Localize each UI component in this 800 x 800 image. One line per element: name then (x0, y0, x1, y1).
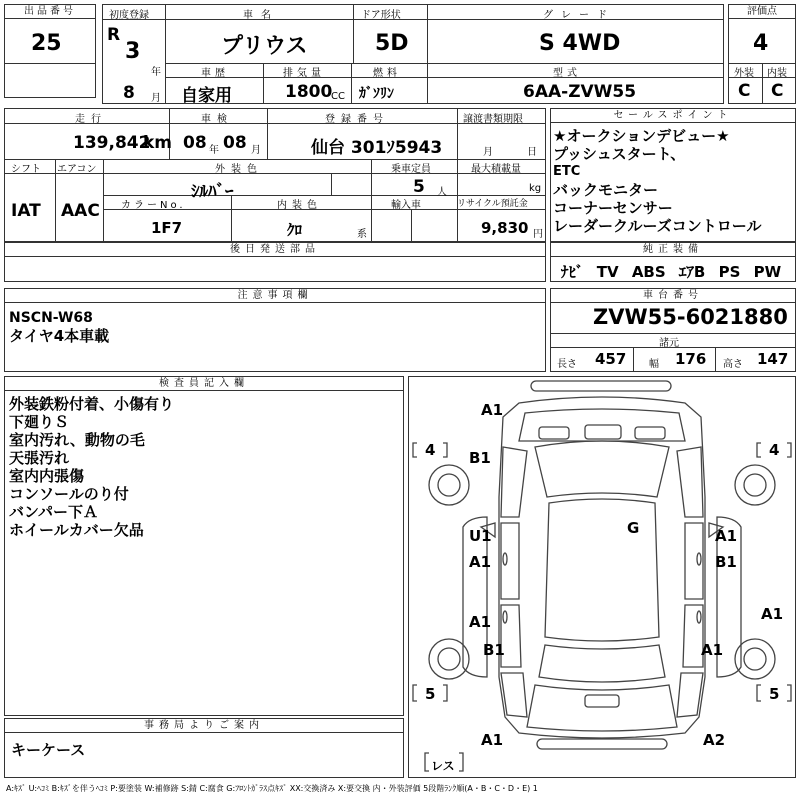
insp-month: 08 (223, 133, 247, 153)
equipment-item: ﾅﾋﾞ (561, 263, 584, 281)
int-score: C (771, 81, 784, 101)
model-code: 6AA-ZVW55 (523, 82, 637, 102)
later-parts-box (4, 242, 546, 282)
inspector-line: 外装鉄粉付着、小傷有り (9, 395, 175, 413)
inspector-line: 下廻りＳ (9, 413, 70, 431)
insp-year-unit: 年 (209, 145, 219, 156)
mark-left-front-door: A1 (469, 553, 492, 571)
name-label: 車名 (243, 10, 279, 21)
door-type: 5D (375, 31, 409, 56)
notes-list (9, 309, 109, 345)
ac: AAC (61, 201, 100, 221)
color-no: 1F7 (151, 219, 183, 237)
score: 4 (753, 31, 769, 56)
inspector-line: 室内内張傷 (9, 467, 85, 485)
doc-label: 譲渡書類期限 (463, 114, 523, 125)
mark-right-front-door: B1 (715, 553, 737, 571)
mark-hood-left: B1 (469, 449, 491, 467)
notes-box (4, 288, 546, 372)
displacement: 1800 (285, 82, 333, 102)
car-diagram-box (408, 376, 796, 778)
car-name: プリウス (221, 34, 308, 59)
insp-year: 08 (183, 133, 207, 153)
door-label: ドア形状 (361, 10, 401, 21)
equipment-item: ABS (631, 263, 666, 281)
vehicle-info-box (102, 4, 724, 104)
later-parts-label: 後日発送部品 (5, 243, 545, 257)
notes-label: 注意事項欄 (5, 289, 545, 303)
mileage-label: 走行 (75, 114, 107, 125)
capacity: 5 (413, 177, 425, 197)
model-label: 型式 (553, 68, 581, 79)
disp-unit: CC (331, 91, 345, 102)
hei-label: 高さ (723, 359, 743, 370)
first-reg-year: 3 (125, 39, 141, 64)
length: 457 (595, 350, 627, 368)
mark-rear-left: A1 (481, 731, 504, 749)
plate-number: 仙台 301ｿ5943 (311, 138, 443, 158)
lot-number: 25 (31, 31, 62, 56)
color-label: 外装色 (215, 164, 263, 175)
doc-month-unit: 月 (483, 147, 493, 158)
len-label: 長さ (557, 359, 577, 370)
equipment-list (561, 261, 781, 282)
first-reg-label: 初度登録 (109, 10, 149, 21)
mark-right-rear-fender: A1 (701, 641, 724, 659)
import-label: 輸入車 (391, 200, 421, 211)
inspector-label: 検査員記入欄 (5, 377, 403, 391)
shift-label: シフト (11, 164, 41, 175)
tire-front-left: 4 (425, 441, 436, 459)
inspector-line: 天張汚れ (9, 449, 70, 467)
first-reg-month: 8 (123, 83, 135, 103)
width: 176 (675, 350, 707, 368)
recycle-unit: 円 (533, 229, 543, 240)
era: R (107, 25, 121, 45)
month-unit: 月 (151, 93, 161, 104)
fuel-label: 燃料 (373, 68, 401, 79)
sales-line: ★オークションデビュー★ (553, 127, 730, 145)
tire-rear-left: 5 (425, 685, 436, 703)
tire-front-right: 4 (769, 441, 780, 459)
chassis-box (550, 288, 796, 372)
inspector-line: バンパー下Ａ (9, 503, 98, 521)
sales-line: バックモニター (553, 181, 659, 199)
reg-label: 登録番号 (325, 114, 389, 125)
lot-box (4, 4, 96, 98)
score-label: 評価点 (729, 5, 795, 19)
lot-label: 出品番号 (5, 5, 95, 19)
sales-line: コーナーセンサー (553, 199, 673, 217)
recycle-label: リサイクル預託金 (457, 199, 528, 209)
mark-front-bumper: A1 (481, 401, 504, 419)
mark-left-front-door-top: U1 (469, 527, 492, 545)
specs-label: 諸元 (659, 338, 679, 349)
chassis-number: ZVW55-6021880 (593, 305, 788, 329)
load-unit: kg (529, 183, 542, 194)
office-text: キーケース (11, 741, 86, 759)
fuel: ｶﾞｿﾘﾝ (359, 86, 394, 102)
history: 自家用 (181, 86, 232, 106)
inspector-line: 室内汚れ、動物の毛 (9, 431, 145, 449)
sales-points-box (550, 108, 796, 242)
sales-label: セールスポイント (551, 109, 795, 123)
insp-month-unit: 月 (251, 145, 261, 156)
office-label: 事務局よりご案内 (5, 719, 403, 733)
cap-label: 乗車定員 (391, 164, 431, 175)
mark-left-rear-door: A1 (469, 613, 492, 631)
car-diagram (409, 377, 795, 777)
score-box (728, 4, 796, 104)
spare-tire: レス (431, 759, 455, 773)
sales-line: レーダークルーズコントロール (553, 217, 762, 235)
recycle-fee: 9,830 (481, 219, 529, 237)
mark-right-side-sill: A1 (761, 605, 784, 623)
body-color: ｼﾙﾊﾞｰ (191, 182, 234, 202)
ext-score: C (738, 81, 751, 101)
cap-unit: 人 (437, 187, 447, 198)
ext-label: 外装 (734, 68, 754, 79)
ac-label: エアコン (57, 164, 97, 175)
legend: A:ｷｽﾞ U:ﾍｺﾐ B:ｷｽﾞを伴うﾍｺﾐ P:要塗装 W:補修跡 S:錆 C:腐食 G:ﾌﾛﾝﾄｶﾞﾗｽ点ｷｽﾞ XX:交換済み X:要交換 内・外装評価 5段階ﾗﾝｸ順(A・B・C・D・E) 1 (6, 784, 538, 793)
mark-left-rear-fender: B1 (483, 641, 505, 659)
sales-list (553, 127, 762, 235)
load-label: 最大積載量 (471, 164, 521, 175)
colorno-label: カラーNo. (121, 200, 186, 211)
inspector-box (4, 376, 404, 716)
interior-color: ｸﾛ (287, 221, 303, 239)
equipment-item: TV (596, 263, 619, 281)
note-line: タイヤ4本車載 (9, 327, 110, 345)
mileage: 139,842 (73, 133, 151, 153)
sales-line: ETC (553, 164, 581, 179)
note-line: NSCN-W68 (9, 310, 93, 326)
year-unit: 年 (151, 67, 161, 78)
grade-label: グレード (543, 10, 615, 21)
inspector-line: ホイールカバー欠品 (9, 521, 144, 539)
mark-roof: G (627, 519, 640, 537)
inspector-line: コンソールのり付 (9, 485, 129, 503)
height: 147 (757, 350, 789, 368)
history-label: 車歴 (201, 68, 229, 79)
inspector-list (9, 395, 174, 539)
tire-rear-right: 5 (769, 685, 780, 703)
shift: IAT (11, 201, 41, 221)
equipment-item: ｴｱB (678, 263, 706, 281)
sales-line: プッシュスタート、 (553, 145, 686, 163)
equipment-box (550, 242, 796, 282)
wid-label: 幅 (649, 359, 659, 370)
mileage-unit: km (143, 133, 173, 153)
doc-day-unit: 日 (527, 147, 537, 158)
interior-label: 内装色 (277, 200, 322, 211)
mark-rear-right: A2 (703, 731, 726, 749)
interior-unit: 系 (357, 229, 367, 240)
disp-label: 排気量 (283, 68, 325, 79)
int-label: 内装 (767, 68, 787, 79)
equipment-item: PW (753, 263, 782, 281)
equipment-label: 純正装備 (551, 243, 795, 257)
mark-right-front-door-top: A1 (715, 527, 738, 545)
inspection-label: 車検 (201, 114, 233, 125)
equipment-item: PS (718, 263, 741, 281)
office-box (4, 718, 404, 778)
registration-box (4, 108, 546, 242)
grade: S 4WD (539, 31, 621, 56)
chassis-label: 車台番号 (551, 289, 795, 303)
